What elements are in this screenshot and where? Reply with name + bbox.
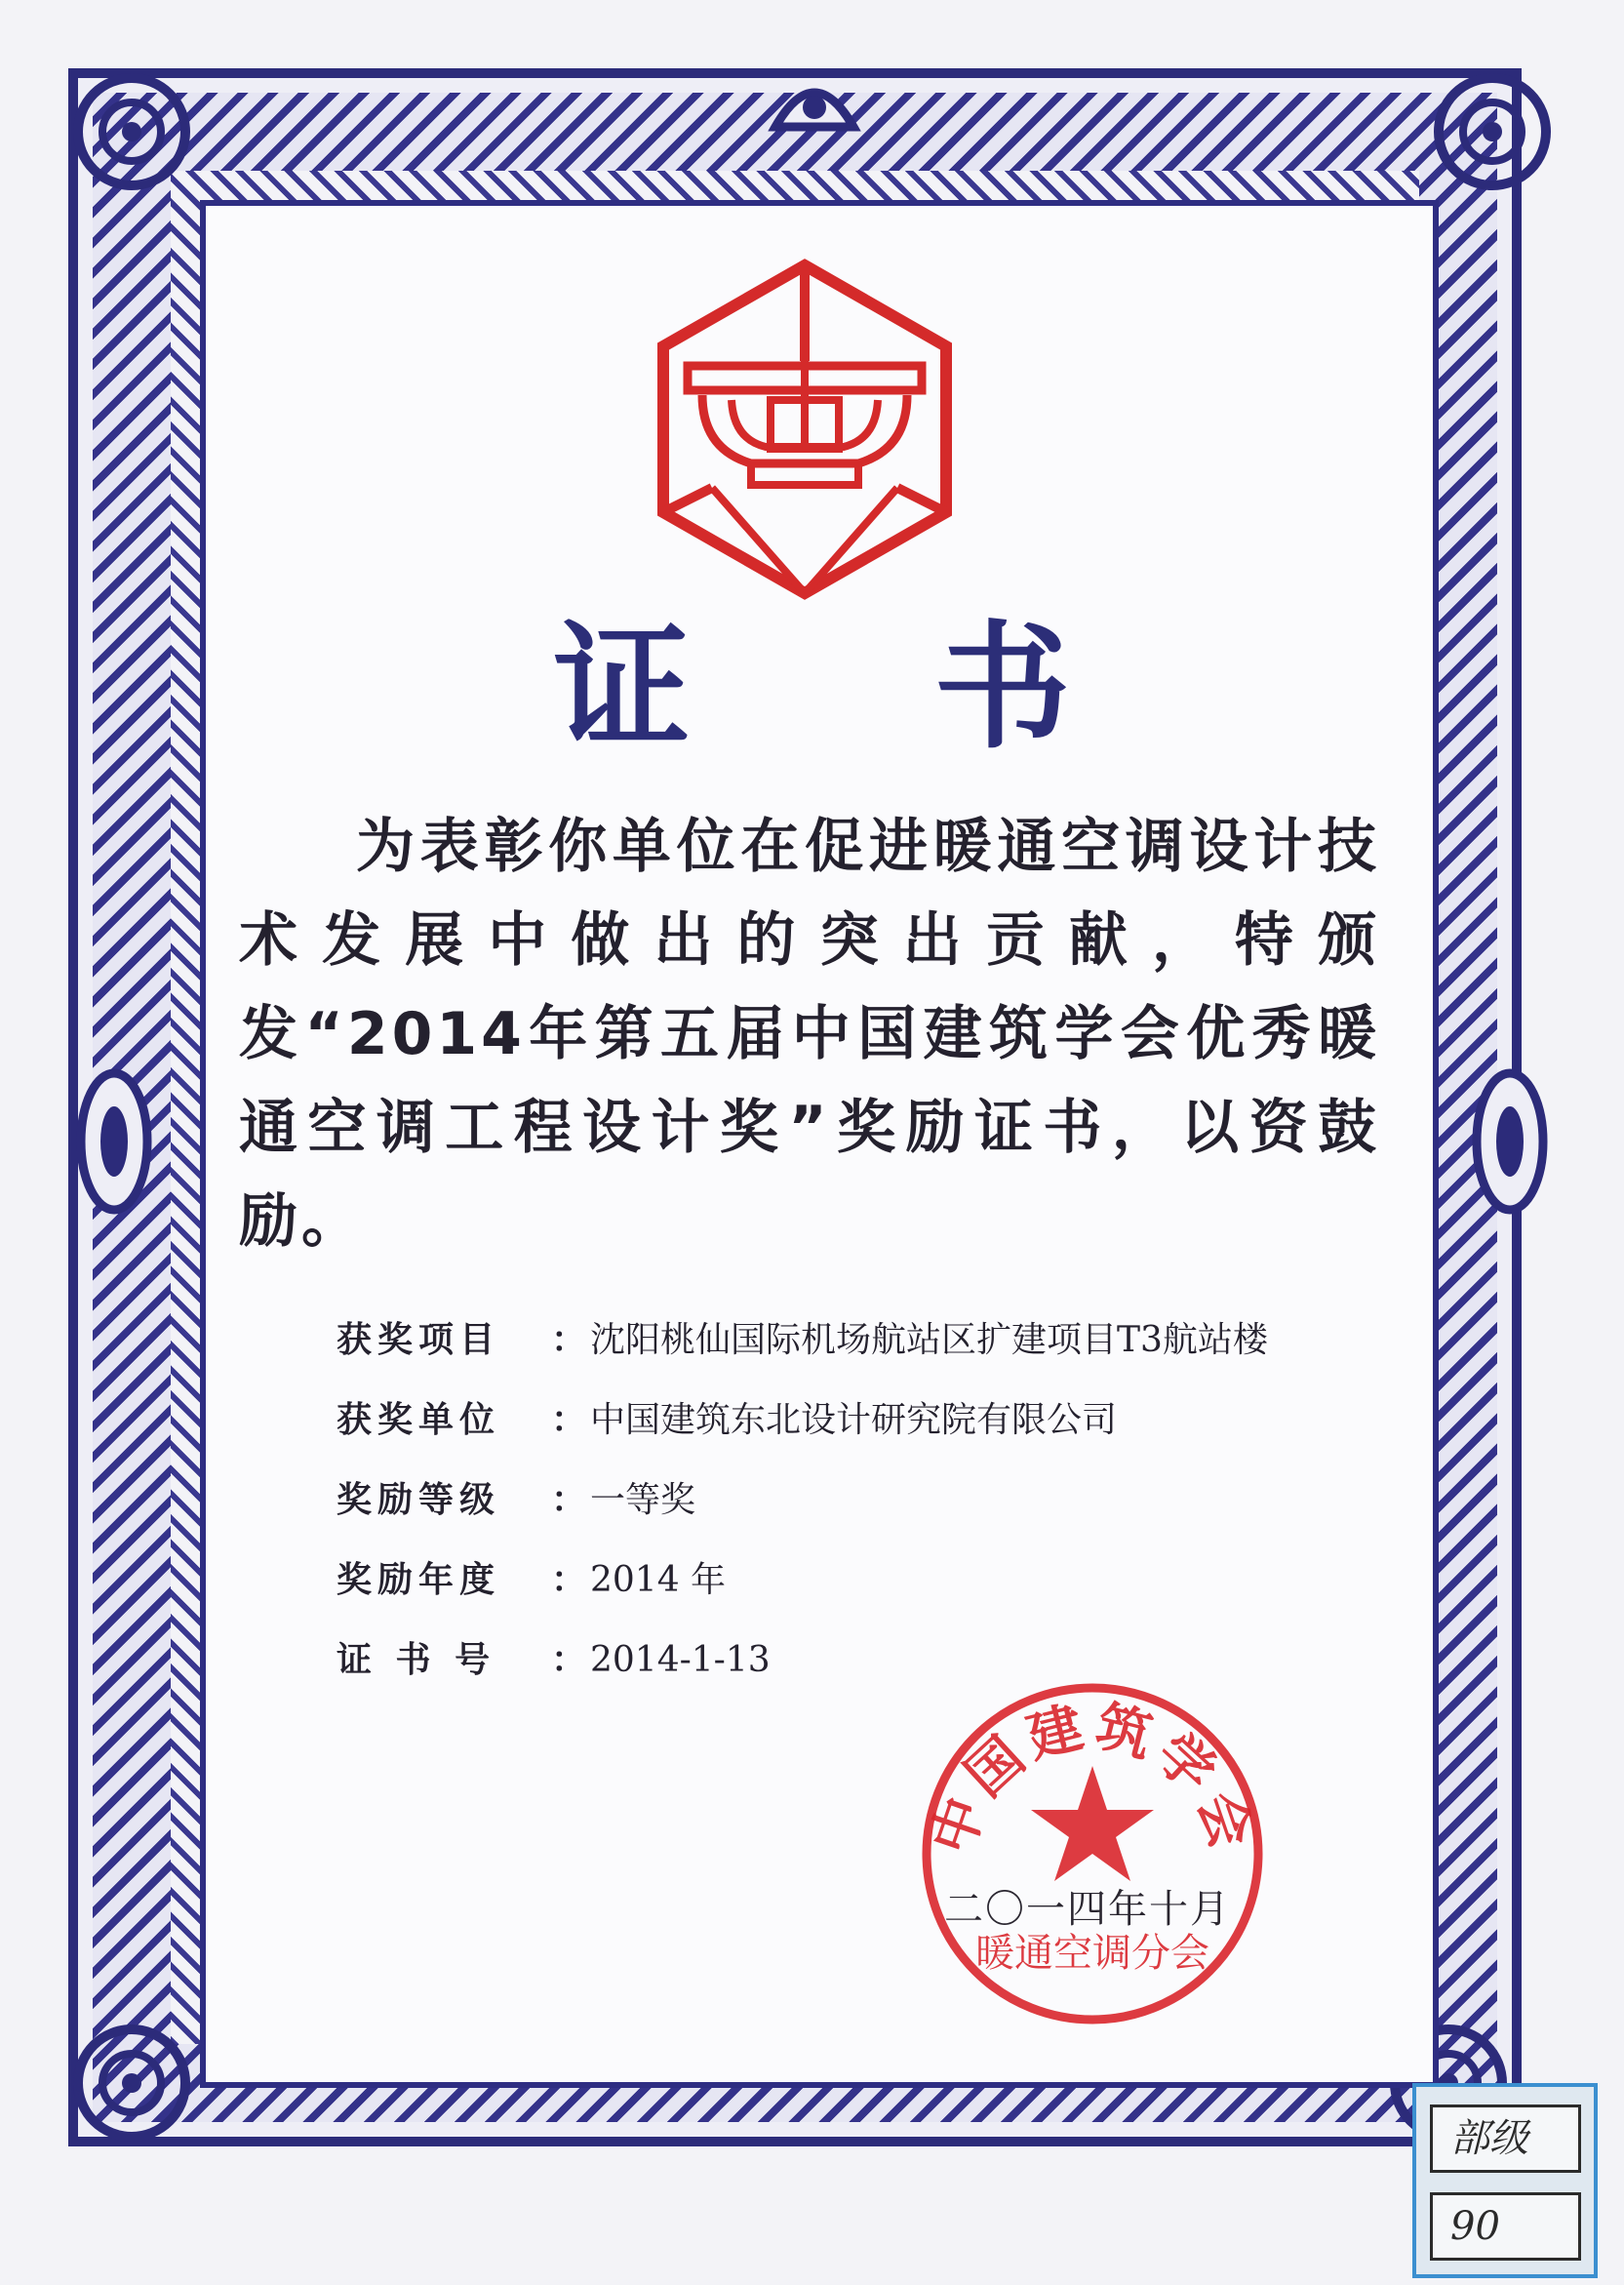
side-ornament-left	[70, 1059, 158, 1224]
detail-value-unit: 中国建筑东北设计研究院有限公司	[590, 1400, 1118, 1440]
archive-label	[1412, 2083, 1598, 2278]
detail-colon: ：	[551, 1320, 587, 1360]
corner-ornament-top-left	[59, 59, 205, 205]
issue-date: 二〇一四年十月	[944, 1887, 1231, 1932]
title-char-2: 书	[933, 608, 1071, 768]
detail-label-unit: 获奖单位	[337, 1400, 501, 1440]
side-ornament-right	[1466, 1059, 1554, 1224]
detail-row-project	[337, 1312, 1409, 1392]
red-official-seal	[912, 1673, 1273, 2034]
detail-value-project: 沈阳桃仙国际机场航站区扩建项目T3航站楼	[590, 1320, 1268, 1360]
detail-colon: ：	[551, 1400, 587, 1440]
corner-ornament-bottom-left	[59, 2010, 205, 2156]
architectural-society-emblem-icon	[644, 254, 966, 605]
detail-colon: ：	[551, 1640, 587, 1680]
detail-label-cert-number: 证 书 号	[337, 1640, 496, 1680]
corner-ornament-top-right	[1419, 59, 1565, 205]
detail-colon: ：	[551, 1560, 587, 1600]
detail-label-year: 奖励年度	[337, 1560, 501, 1600]
seal-inner-text: 暖通空调分会	[975, 1931, 1209, 1976]
top-center-ornament	[766, 59, 863, 146]
detail-value-year: 2014 年	[590, 1560, 727, 1600]
detail-colon: ：	[551, 1480, 587, 1520]
award-details	[337, 1312, 1409, 1712]
archive-label-number: 90	[1430, 2192, 1581, 2261]
seal-outer-text: 中国建筑学会	[920, 1694, 1265, 1863]
detail-row-year	[337, 1552, 1409, 1632]
detail-row-grade	[337, 1472, 1409, 1552]
detail-value-grade: 一等奖	[590, 1480, 696, 1520]
detail-value-cert-number: 2014-1-13	[590, 1640, 771, 1680]
detail-row-unit	[337, 1392, 1409, 1472]
certificate-title	[0, 605, 1624, 771]
detail-label-project: 获奖项目	[337, 1320, 501, 1360]
detail-label-grade: 奖励等级	[337, 1480, 501, 1520]
star-icon	[1031, 1766, 1154, 1881]
certificate-body-text: 为表彰你单位在促进暖通空调设计技术发展中做出的突出贡献，特颁发“2014年第五届中国建筑学会优秀暖通空调工程设计奖”奖励证书，以资鼓励。	[239, 813, 1380, 1256]
title-char-1: 证	[553, 608, 691, 768]
archive-label-level: 部级	[1430, 2105, 1581, 2173]
